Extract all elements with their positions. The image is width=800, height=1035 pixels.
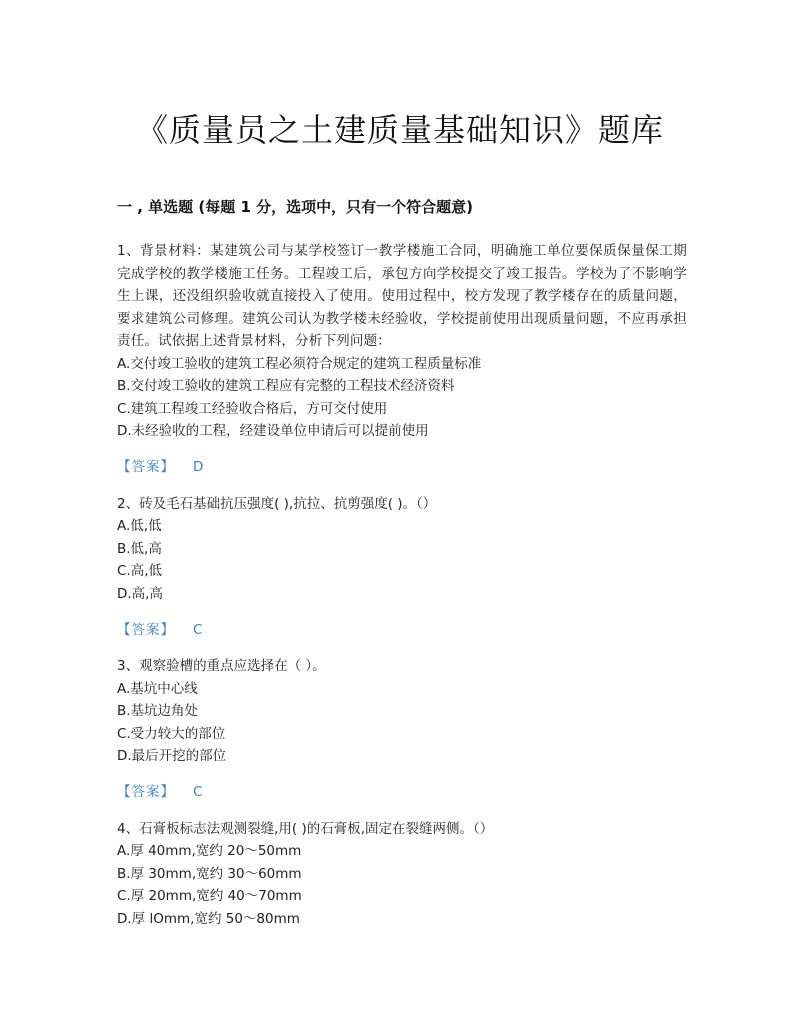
question-3 — [117, 655, 687, 804]
question-stem: 2、砖及毛石基础抗压强度( ),抗拉、抗剪强度( )。（） — [117, 495, 437, 512]
option-a: A.交付竣工验收的建筑工程必须符合规定的建筑工程质量标准 — [117, 355, 482, 372]
option-d: D.最后开挖的部位 — [117, 748, 227, 764]
section-heading: 一 , 单选题 (每题 1 分，选项中，只有一个符合题意) — [117, 198, 473, 216]
answer-label: 【答案】 — [117, 784, 175, 801]
answer-row — [117, 457, 687, 479]
answer-value: C — [193, 784, 203, 801]
option-d: D.厚 lOmm,宽约 50～80mm — [117, 910, 300, 927]
question-stem: 1、背景材料：某建筑公司与某学校签订一教学楼施工合同，明确施工单位要保质保量保工期完成学校的教学楼施工任务。工程竣工后，承包方向学校提交了竣工报告。学校为了不影响学生上课，还没组织验收就直接投入了使用。使用过程中，校方发现了教学楼存在的质量问题，要求建筑公司修理。建筑公司认为教学楼未经验收，学校提前使用出现质量问题，不应再承担责任。试依据上述背景材料，分析下列问题： — [117, 243, 687, 349]
option-b: B.基坑边角处 — [117, 703, 199, 719]
option-b: B.交付竣工验收的建筑工程应有完整的工程技术经济资料 — [117, 378, 455, 394]
page-title: 《质量员之土建质量基础知识》题库 — [135, 111, 664, 149]
option-c: C.建筑工程竣工经验收合格后，方可交付使用 — [117, 400, 388, 417]
option-c: C.受力较大的部位 — [117, 725, 226, 742]
question-list — [117, 240, 687, 930]
option-a: A.基坑中心线 — [117, 680, 198, 697]
option-d: D.高,高 — [117, 585, 163, 602]
option-a: A.低,低 — [117, 518, 162, 534]
question-4 — [117, 818, 687, 931]
option-b: B.厚 30mm,宽约 30～60mm — [117, 865, 302, 882]
option-c: C.厚 20mm,宽约 40～70mm — [117, 888, 302, 904]
answer-row — [117, 619, 687, 641]
answer-label: 【答案】 — [117, 459, 175, 476]
answer-value: C — [193, 621, 203, 638]
question-stem: 3、观察验槽的重点应选择在（ ）。 — [117, 658, 326, 674]
option-b: B.低,高 — [117, 540, 162, 557]
answer-value: D — [193, 459, 204, 476]
option-c: C.高,低 — [117, 563, 163, 579]
question-stem: 4、石膏板标志法观测裂缝,用( )的石膏板,固定在裂缝两侧。（） — [117, 820, 494, 837]
option-a: A.厚 40mm,宽约 20～50mm — [117, 843, 302, 859]
question-2 — [117, 493, 687, 642]
answer-label: 【答案】 — [117, 621, 175, 638]
question-1 — [117, 240, 687, 479]
answer-row — [117, 782, 687, 804]
option-d: D.未经验收的工程，经建设单位申请后可以提前使用 — [117, 423, 429, 439]
